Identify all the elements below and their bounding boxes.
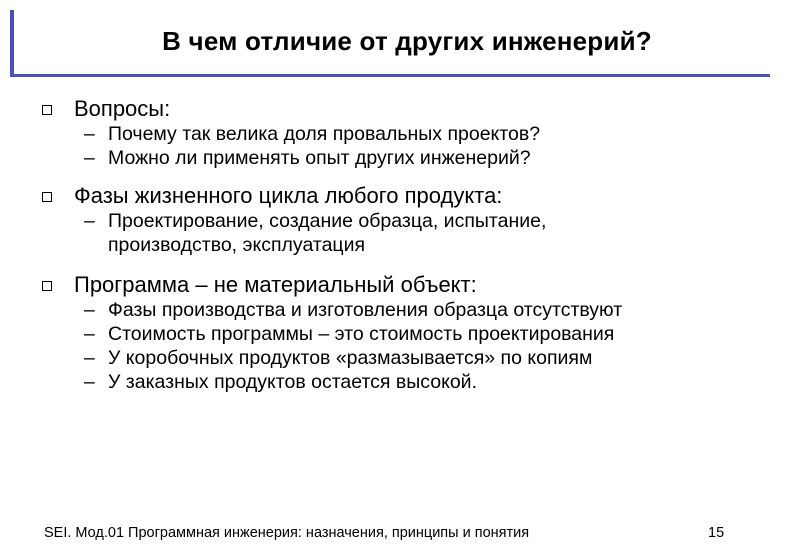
square-bullet-icon <box>42 192 52 202</box>
dash-bullet: – <box>84 323 95 345</box>
section-heading-text: Вопросы: <box>74 96 171 121</box>
title-bottom-rule <box>10 74 770 77</box>
section-heading <box>40 182 780 209</box>
sub-item-text: У коробочных продуктов «размазывается» по копиям <box>108 347 593 369</box>
sub-item <box>40 209 668 257</box>
sub-item-text: Стоимость программы – это стоимость проектирования <box>108 323 615 345</box>
sub-item <box>40 298 628 322</box>
section-heading-text: Программа – не материальный объект: <box>74 272 477 297</box>
dash-bullet: – <box>84 210 95 232</box>
section-heading-text: Фазы жизненного цикла любого продукта: <box>74 183 503 208</box>
square-bullet-icon <box>42 105 52 115</box>
slide-content <box>40 95 780 406</box>
sub-item-text: Фазы производства и изготовления образца отсутствуют <box>108 299 623 321</box>
dash-bullet: – <box>84 299 95 321</box>
section-heading <box>40 271 780 298</box>
sub-item <box>40 146 780 170</box>
dash-bullet: – <box>84 147 95 169</box>
square-bullet-icon <box>42 281 52 291</box>
sub-item <box>40 370 780 394</box>
sub-item-text: Проектирование, создание образца, испытание, производство, эксплуатация <box>108 210 547 256</box>
sub-item-text: Можно ли применять опыт других инженерий? <box>108 147 531 169</box>
sub-item <box>40 122 780 146</box>
slide-footer: SEI. Мод.01 Программная инженерия: назначения, принципы и понятия <box>44 525 530 541</box>
slide-title: В чем отличие от других инженерий? <box>162 26 652 56</box>
section-questions <box>40 95 780 170</box>
section-software <box>40 271 780 394</box>
section-heading <box>40 95 780 122</box>
page-number: 15 <box>708 525 725 541</box>
sub-item <box>40 346 780 370</box>
sub-item <box>40 322 780 346</box>
dash-bullet: – <box>84 123 95 145</box>
sub-item-text: У заказных продуктов остается высокой. <box>108 371 477 393</box>
sub-item-text: Почему так велика доля провальных проектов? <box>108 123 541 145</box>
section-lifecycle <box>40 182 780 257</box>
dash-bullet: – <box>84 347 95 369</box>
dash-bullet: – <box>84 371 95 393</box>
